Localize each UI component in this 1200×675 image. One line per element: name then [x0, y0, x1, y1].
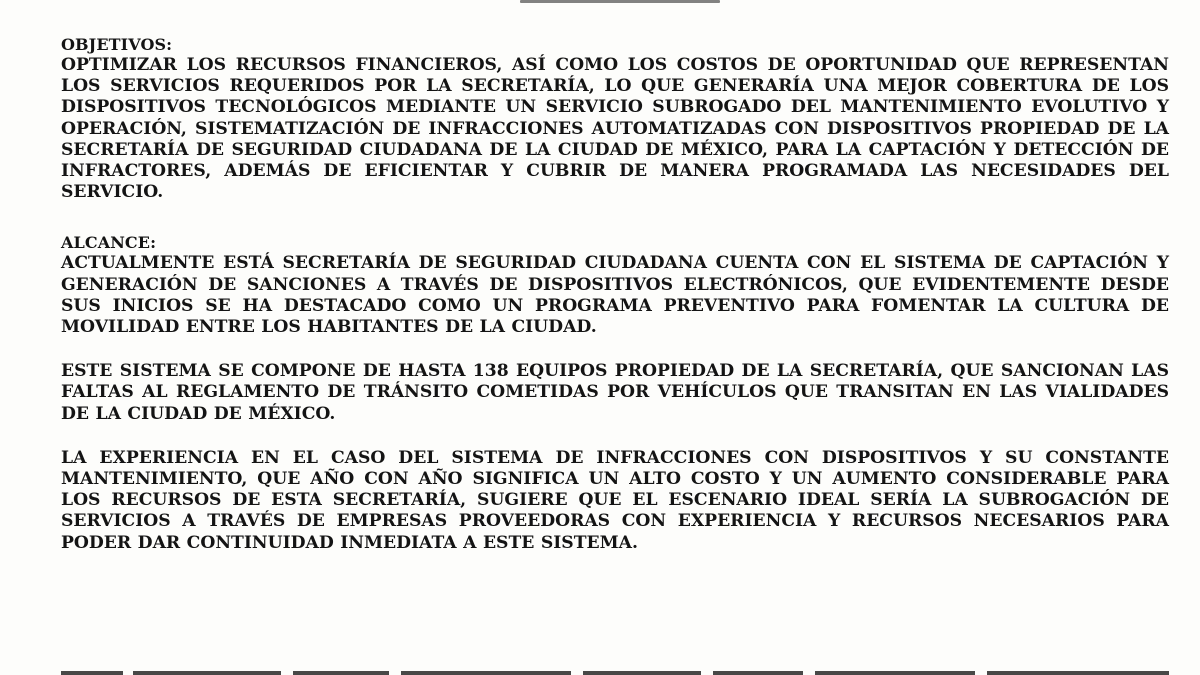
- paragraph-objetivos-text: OPTIMIZAR LOS RECURSOS FINANCIEROS, ASÍ COMO LOS COSTOS DE OPORTUNIDAD QUE REPRESENTAN LOS SERVICIOS REQUERIDOS POR LA SECRETARÍA, LO QUE GENERARÍA UNA MEJOR COBERTURA DE LOS DISPOSITIVOS TECNOLÓGICOS MEDIANTE UN SERVICIO SUBROGADO DEL MANTENIMIENTO EVOLUTIVO Y OPERACIÓN, SISTEMATIZACIÓN DE INFRACCIONES AUTOMATIZADAS CON DISPOSITIVOS PROPIEDAD DE LA SECRETARÍA DE SEGURIDAD CIUDADANA DE LA CIUDAD DE MÉXICO, PARA LA CAPTACIÓN Y DETECCIÓN DE INFRACTORES, ADEMÁS DE EFICIENTAR Y CUBRIR DE MANERA PROGRAMADA LAS NECESIDADES DEL SERVICIO.: [61, 55, 1169, 203]
- paragraph-alcance-equipos: ESTE SISTEMA SE COMPONE DE HASTA 138 EQUIPOS PROPIEDAD DE LA SECRETARÍA, QUE SANCIONAN LAS FALTAS AL REGLAMENTO DE TRÁNSITO COMETIDAS POR VEHÍCULOS QUE TRANSITAN EN LAS VIALIDADES DE LA CIUDAD DE MÉXICO.: [61, 361, 1169, 424]
- paragraph-alcance-experiencia: LA EXPERIENCIA EN EL CASO DEL SISTEMA DE INFRACCIONES CON DISPOSITIVOS Y SU CONSTANTE MANTENIMIENTO, QUE AÑO CON AÑO SIGNIFICA UN ALTO COSTO Y UN AUMENTO CONSIDERABLE PARA LOS RECURSOS DE ESTA SECRETARÍA, SUGIERE QUE EL ESCENARIO IDEAL SERÍA LA SUBROGACIÓN DE SERVICIOS A TRAVÉS DE EMPRESAS PROVEEDORAS CON EXPERIENCIA Y RECURSOS NECESARIOS PARA PODER DAR CONTINUIDAD INMEDIATA A ESTE SISTEMA.: [61, 447, 1169, 553]
- document-body: [61, 34, 1169, 554]
- cropped-top-text-fragment: [520, 0, 720, 5]
- cropped-bottom-text-fragment: [61, 664, 1169, 675]
- section-objetivos: [61, 34, 1169, 203]
- section-heading-alcance: ALCANCE:: [61, 233, 157, 253]
- section-heading-objetivos: OBJETIVOS:: [61, 35, 173, 54]
- paragraph-alcance-intro: ACTUALMENTE ESTÁ SECRETARÍA DE SEGURIDAD CIUDADANA CUENTA CON EL SISTEMA DE CAPTACIÓN Y GENERACIÓN DE SANCIONES A TRAVÉS DE DISPOSITIVOS ELECTRÓNICOS, QUE EVIDENTEMENTE DESDE SUS INICIOS SE HA DESTACADO COMO UN PROGRAMA PREVENTIVO PARA FOMENTAR LA CULTURA DE MOVILIDAD ENTRE LOS HABITANTES DE LA CIUDAD.: [61, 253, 1169, 338]
- section-alcance: [61, 232, 1169, 553]
